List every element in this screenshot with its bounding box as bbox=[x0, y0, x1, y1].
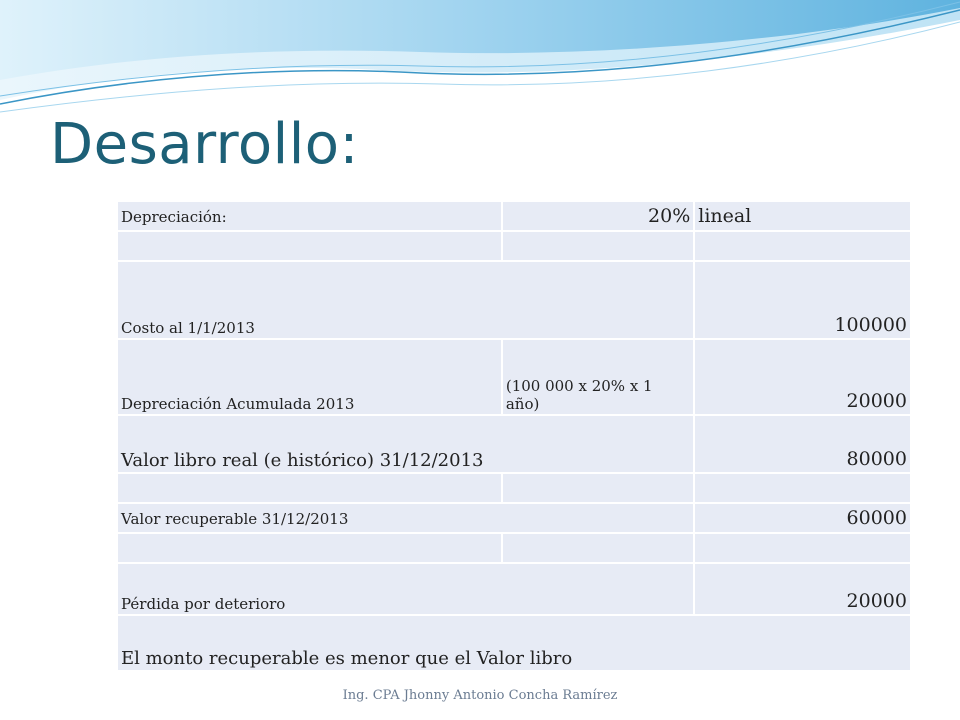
empty-cell bbox=[502, 533, 694, 563]
table-row bbox=[117, 563, 911, 615]
table-row bbox=[117, 503, 911, 533]
slide-title: Desarrollo: bbox=[50, 112, 359, 177]
empty-cell bbox=[502, 231, 694, 261]
depreciation-rate-value: 20% bbox=[502, 201, 694, 231]
empty-cell bbox=[694, 231, 911, 261]
book-value-label: Valor libro real (e histórico) 31/12/2013 bbox=[117, 415, 694, 473]
cost-value: 100000 bbox=[694, 261, 911, 339]
recoverable-value: 60000 bbox=[694, 503, 911, 533]
header-wave-decoration bbox=[0, 0, 960, 130]
table-row bbox=[117, 201, 911, 231]
accumulated-depreciation-formula: (100 000 x 20% x 1 año) bbox=[502, 339, 694, 415]
empty-cell bbox=[694, 533, 911, 563]
recoverable-value-label: Valor recuperable 31/12/2013 bbox=[117, 503, 694, 533]
accumulated-depreciation-value: 20000 bbox=[694, 339, 911, 415]
cost-label: Costo al 1/1/2013 bbox=[117, 261, 694, 339]
table-row bbox=[117, 231, 911, 261]
depreciation-rate-label: Depreciación: bbox=[117, 201, 502, 231]
empty-cell bbox=[117, 231, 502, 261]
impairment-loss-value: 20000 bbox=[694, 563, 911, 615]
table-row bbox=[117, 533, 911, 563]
empty-cell bbox=[502, 473, 694, 503]
empty-cell bbox=[117, 533, 502, 563]
empty-cell bbox=[694, 473, 911, 503]
depreciation-method: lineal bbox=[694, 201, 911, 231]
table-row bbox=[117, 415, 911, 473]
footer-author: Ing. CPA Jhonny Antonio Concha Ramírez bbox=[342, 688, 618, 703]
table-row bbox=[117, 261, 911, 339]
accumulated-depreciation-label: Depreciación Acumulada 2013 bbox=[117, 339, 502, 415]
depreciation-table bbox=[116, 200, 912, 672]
table-row bbox=[117, 615, 911, 671]
table-row bbox=[117, 473, 911, 503]
table-row bbox=[117, 339, 911, 415]
book-value: 80000 bbox=[694, 415, 911, 473]
impairment-loss-label: Pérdida por deterioro bbox=[117, 563, 694, 615]
conclusion-text: El monto recuperable es menor que el Valor libro bbox=[117, 615, 911, 671]
empty-cell bbox=[117, 473, 502, 503]
